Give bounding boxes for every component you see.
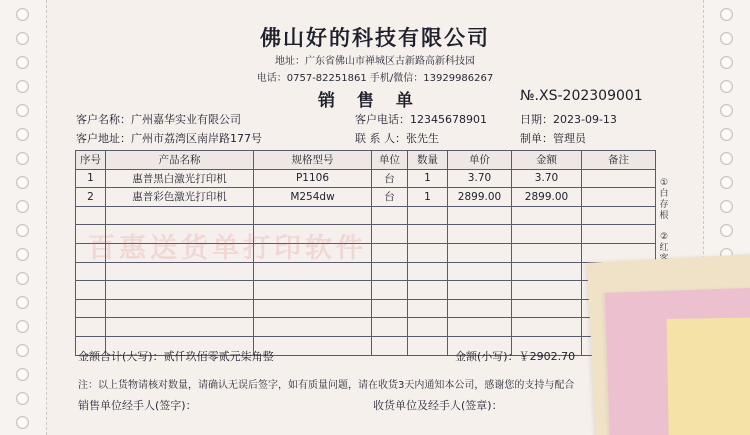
empty-cell — [408, 262, 448, 281]
customer-address: 客户地址：广州市荔湾区南岸路177号 — [76, 132, 262, 145]
empty-cell — [408, 225, 448, 244]
empty-cell — [582, 206, 656, 225]
empty-cell — [372, 336, 408, 355]
empty-cell — [512, 299, 582, 318]
empty-cell — [372, 225, 408, 244]
table-row — [76, 188, 656, 207]
empty-cell — [408, 243, 448, 262]
empty-cell — [372, 206, 408, 225]
cell-unit: 台 — [372, 169, 408, 188]
empty-cell — [372, 281, 408, 300]
software-watermark: 百惠送货单打印软件 — [88, 233, 367, 264]
copy-note-red: ②红 — [659, 232, 669, 253]
document-number: №.XS-202309001 — [520, 88, 643, 104]
cell-spec: P1106 — [254, 169, 372, 188]
tractor-hole — [16, 416, 29, 429]
empty-cell — [106, 281, 254, 300]
tractor-hole — [720, 152, 733, 165]
empty-cell — [512, 281, 582, 300]
cell-price: 2899.00 — [448, 188, 512, 207]
table-row-empty — [76, 318, 656, 337]
col-header-spec: 规格型号 — [254, 151, 372, 170]
invoice-date: 日期：2023-09-13 — [520, 113, 617, 126]
company-phone: 电话：0757-82251861 手机/微信：13929986267 — [256, 73, 494, 84]
tractor-hole — [720, 128, 733, 141]
tractor-hole — [16, 200, 29, 213]
empty-cell — [106, 318, 254, 337]
cell-index: 2 — [76, 188, 106, 207]
empty-cell — [408, 206, 448, 225]
empty-cell — [254, 318, 372, 337]
empty-cell — [76, 281, 106, 300]
empty-cell — [512, 243, 582, 262]
company-address: 地址：广东省佛山市禅城区古新路高新科技园 — [275, 56, 475, 67]
empty-cell — [254, 206, 372, 225]
empty-cell — [372, 262, 408, 281]
empty-cell — [372, 299, 408, 318]
empty-cell — [448, 299, 512, 318]
col-header-remark: 备注 — [582, 151, 656, 170]
tractor-hole — [16, 248, 29, 261]
empty-cell — [106, 206, 254, 225]
customer-name: 客户名称：广州嘉华实业有限公司 — [76, 113, 241, 126]
empty-cell — [76, 206, 106, 225]
empty-cell — [448, 281, 512, 300]
document-title: 销 售 单 — [318, 91, 421, 111]
table-row-empty — [76, 299, 656, 318]
tractor-hole — [16, 224, 29, 237]
tractor-hole — [16, 128, 29, 141]
col-header-index: 序号 — [76, 151, 106, 170]
empty-cell — [408, 281, 448, 300]
footer-note: 注：以上货物请核对数量，请确认无误后签字，如有质量问题，请在收货3天内通知本公司，感谢您的支持与配合 — [78, 380, 575, 391]
empty-cell — [372, 318, 408, 337]
table-row — [76, 169, 656, 188]
col-header-unit: 单位 — [372, 151, 408, 170]
tractor-hole — [16, 368, 29, 381]
table-row-empty — [76, 206, 656, 225]
tractor-hole — [720, 224, 733, 237]
total-amount-lower: 金额(小写)：￥2902.70 — [455, 350, 576, 363]
contact-person: 联 系 人：张先生 — [355, 132, 439, 145]
tractor-hole — [16, 272, 29, 285]
tractor-hole — [16, 152, 29, 165]
col-header-amount: 金额 — [512, 151, 582, 170]
total-amount-upper: 金额合计(大写)：贰仟玖佰零贰元柒角整 — [78, 350, 274, 363]
cell-qty: 1 — [408, 169, 448, 188]
copy-note-white: ①白存根 — [659, 178, 669, 221]
receiver-signature-label: 收货单位及经手人(签章)： — [373, 399, 503, 412]
col-header-product: 产品名称 — [106, 151, 254, 170]
empty-cell — [76, 299, 106, 318]
seller-signature-label: 销售单位经手人(签字)： — [78, 399, 197, 412]
empty-cell — [512, 206, 582, 225]
empty-cell — [408, 299, 448, 318]
cell-qty: 1 — [408, 188, 448, 207]
empty-cell — [408, 318, 448, 337]
cell-product: 惠普彩色激光打印机 — [106, 188, 254, 207]
empty-cell — [582, 225, 656, 244]
empty-cell — [448, 318, 512, 337]
tractor-hole — [720, 176, 733, 189]
cell-remark — [582, 188, 656, 207]
empty-cell — [512, 318, 582, 337]
table-header-row — [76, 151, 656, 170]
tractor-hole — [16, 8, 29, 21]
table-row-empty — [76, 281, 656, 300]
prepared-by: 制单：管理员 — [520, 132, 586, 145]
empty-cell — [448, 206, 512, 225]
carbon-copy-layer-yellow — [667, 317, 750, 435]
cell-unit: 台 — [372, 188, 408, 207]
empty-cell — [448, 243, 512, 262]
empty-cell — [512, 262, 582, 281]
customer-phone: 客户电话：12345678901 — [355, 113, 487, 126]
empty-cell — [448, 225, 512, 244]
empty-cell — [448, 262, 512, 281]
tractor-hole — [720, 200, 733, 213]
tractor-hole — [16, 296, 29, 309]
empty-cell — [76, 318, 106, 337]
col-header-qty: 数量 — [408, 151, 448, 170]
empty-cell — [254, 281, 372, 300]
cell-amount: 3.70 — [512, 169, 582, 188]
cell-price: 3.70 — [448, 169, 512, 188]
tractor-hole — [16, 344, 29, 357]
company-name: 佛山好的科技有限公司 — [260, 25, 490, 50]
empty-cell — [408, 336, 448, 355]
cell-spec: M254dw — [254, 188, 372, 207]
empty-cell — [512, 225, 582, 244]
tractor-hole — [16, 320, 29, 333]
tractor-hole — [720, 104, 733, 117]
tractor-hole — [16, 392, 29, 405]
empty-cell — [372, 243, 408, 262]
tractor-hole — [16, 176, 29, 189]
tractor-hole — [16, 104, 29, 117]
col-header-price: 单价 — [448, 151, 512, 170]
cell-index: 1 — [76, 169, 106, 188]
tractor-hole — [720, 8, 733, 21]
cell-remark — [582, 169, 656, 188]
cell-amount: 2899.00 — [512, 188, 582, 207]
cell-product: 惠普黑白激光打印机 — [106, 169, 254, 188]
empty-cell — [254, 299, 372, 318]
empty-cell — [106, 299, 254, 318]
